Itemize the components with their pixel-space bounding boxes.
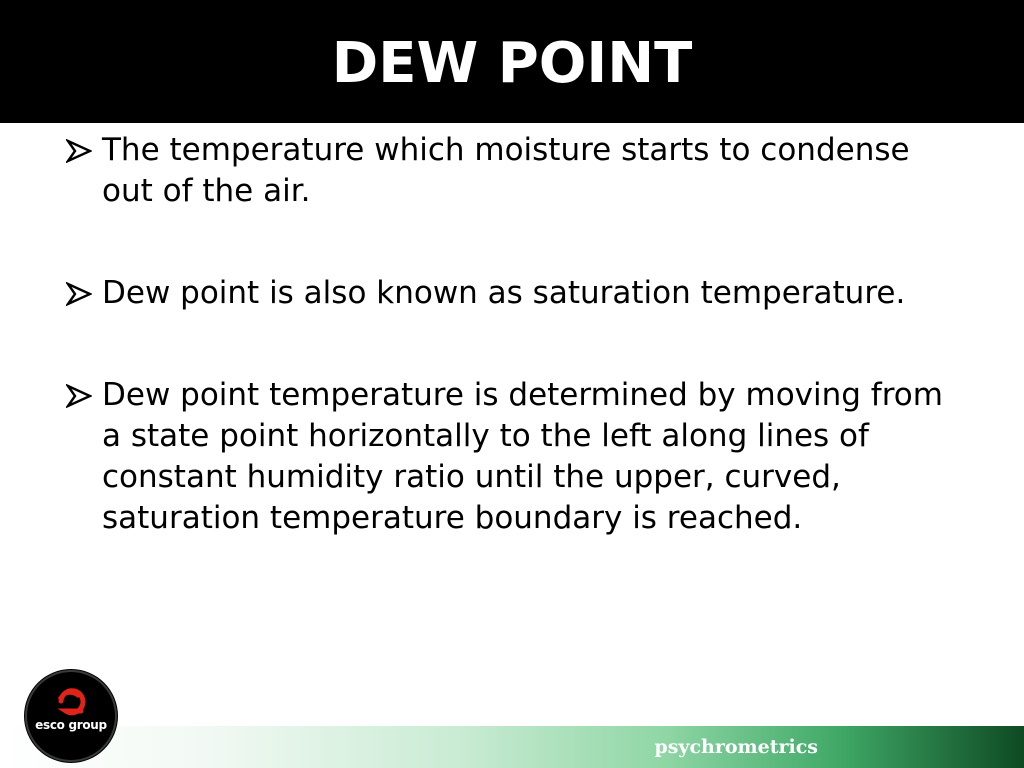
arrow-bullet-icon <box>66 384 92 408</box>
arrow-bullet-icon <box>66 139 92 163</box>
title-bar <box>0 0 1024 123</box>
bullet-list <box>66 130 966 600</box>
esco-group-logo <box>17 667 125 763</box>
footer-band <box>0 726 1024 768</box>
arrow-bullet-icon <box>66 282 92 306</box>
slide-title: DEW POINT <box>331 30 693 96</box>
esco-e-logo-icon <box>17 667 125 763</box>
bullet-item <box>66 375 966 539</box>
bullet-text: Dew point is also known as saturation temperature. <box>102 275 906 311</box>
bullet-text: The temperature which moisture starts to condense out of the air. <box>102 132 910 209</box>
logo-text: esco group <box>35 718 107 732</box>
bullet-item <box>66 130 966 212</box>
bullet-item <box>66 273 966 314</box>
bullet-text: Dew point temperature is determined by moving from a state point horizontally to the left along lines of constant humidity ratio until the upper, curved, saturation temperature boundary is reached. <box>102 377 943 536</box>
footer-label: psychrometrics <box>654 736 818 758</box>
